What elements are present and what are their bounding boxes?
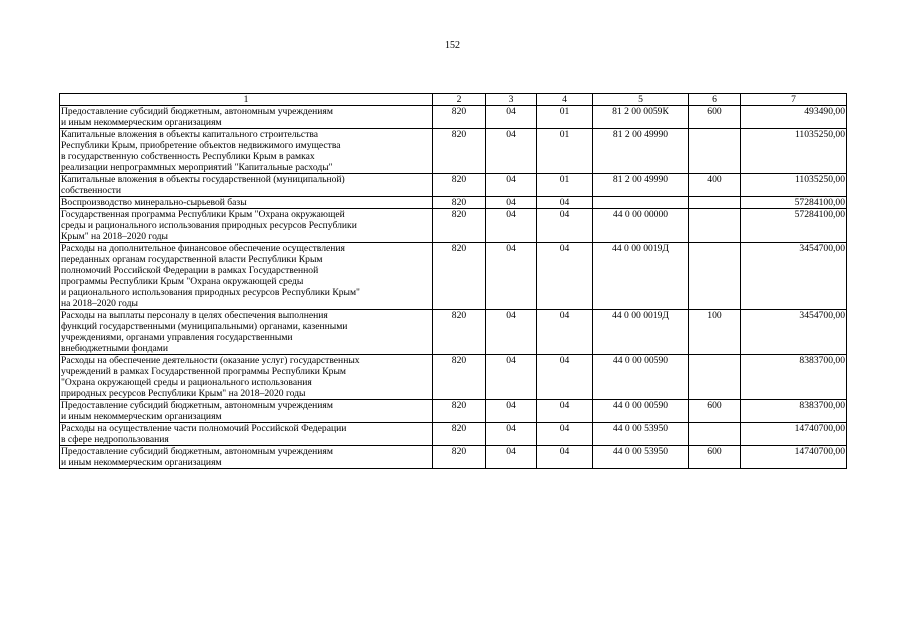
section-code-cell: 04 (486, 400, 537, 423)
item-name-line: Предоставление субсидий бюджетным, автономным учреждениям (61, 446, 333, 457)
subsection-code-cell: 04 (537, 355, 593, 400)
item-name-line: внебюджетными фондами (61, 343, 168, 354)
amount-cell: 8383700,00 (741, 400, 847, 423)
amount-cell: 57284100,00 (741, 209, 847, 243)
table-row (60, 310, 847, 355)
section-code-cell: 04 (486, 423, 537, 446)
expense-type-cell (689, 423, 741, 446)
ministry-code-cell: 820 (433, 355, 486, 400)
section-code-cell: 04 (486, 129, 537, 174)
item-name-cell (60, 129, 433, 174)
amount-cell: 57284100,00 (741, 197, 847, 209)
item-name-cell (60, 423, 433, 446)
item-name-line: на 2018–2020 годы (61, 298, 138, 309)
target-article-cell: 44 0 00 53950 (593, 423, 689, 446)
subsection-code-cell: 04 (537, 209, 593, 243)
expense-type-cell (689, 209, 741, 243)
item-name-cell (60, 243, 433, 310)
item-name-line: и иным некоммерческим организациям (61, 457, 222, 468)
item-name-line: переданных органам государственной власти Республики Крым (61, 254, 323, 265)
item-name-line: среды и рационального использования природных ресурсов Республики (61, 220, 357, 231)
item-name-line: Капитальные вложения в объекты капитального строительства (61, 129, 319, 140)
header-row (60, 94, 847, 106)
table-body (60, 106, 847, 469)
item-name-line: в государственную собственность Республики Крым в рамках (61, 151, 315, 162)
item-name-cell (60, 355, 433, 400)
item-name-line: в сфере недропользования (61, 434, 169, 445)
item-name-line: Предоставление субсидий бюджетным, автономным учреждениям (61, 400, 333, 411)
item-name-line: Воспроизводство минерально-сырьевой базы (61, 197, 247, 208)
item-name-line: Капитальные вложения в объекты государственной (муниципальной) (61, 174, 345, 185)
item-name-line: природных ресурсов Республики Крым" на 2018–2020 годы (61, 388, 306, 399)
target-article-cell: 81 2 00 49990 (593, 129, 689, 174)
page-number: 152 (445, 40, 460, 51)
expense-type-cell: 600 (689, 446, 741, 469)
ministry-code-cell: 820 (433, 446, 486, 469)
section-code-cell: 04 (486, 446, 537, 469)
amount-cell: 8383700,00 (741, 355, 847, 400)
target-article-cell: 81 2 00 49990 (593, 174, 689, 197)
item-name-line: Расходы на выплаты персоналу в целях обеспечения выполнения (61, 310, 328, 321)
item-name-line: Крым" на 2018–2020 годы (61, 231, 168, 242)
section-code-cell: 04 (486, 355, 537, 400)
table-row (60, 106, 847, 129)
subsection-code-cell: 04 (537, 446, 593, 469)
amount-cell: 14740700,00 (741, 423, 847, 446)
section-code-cell: 04 (486, 174, 537, 197)
amount-cell: 14740700,00 (741, 446, 847, 469)
subsection-code-cell: 04 (537, 423, 593, 446)
column-header: 7 (741, 94, 847, 106)
item-name-line: функций государственными (муниципальными) органами, казенными (61, 321, 348, 332)
subsection-code-cell: 01 (537, 129, 593, 174)
item-name-line: Расходы на обеспечение деятельности (оказание услуг) государственных (61, 355, 360, 366)
item-name-line: собственности (61, 185, 122, 196)
column-header: 4 (537, 94, 593, 106)
item-name-cell (60, 106, 433, 129)
column-header: 5 (593, 94, 689, 106)
ministry-code-cell: 820 (433, 129, 486, 174)
section-code-cell: 04 (486, 310, 537, 355)
table-row (60, 243, 847, 310)
section-code-cell: 04 (486, 209, 537, 243)
item-name-cell (60, 446, 433, 469)
section-code-cell: 04 (486, 106, 537, 129)
item-name-line: Республики Крым, приобретение объектов недвижимого имущества (61, 140, 341, 151)
expense-type-cell (689, 355, 741, 400)
subsection-code-cell: 04 (537, 400, 593, 423)
target-article-cell: 81 2 00 0059К (593, 106, 689, 129)
target-article-cell: 44 0 00 00000 (593, 209, 689, 243)
column-header: 1 (60, 94, 433, 106)
ministry-code-cell: 820 (433, 209, 486, 243)
table-row (60, 423, 847, 446)
column-header: 6 (689, 94, 741, 106)
item-name-line: "Охрана окружающей среды и рационального использования (61, 377, 312, 388)
ministry-code-cell: 820 (433, 423, 486, 446)
item-name-line: и иным некоммерческим организациям (61, 411, 222, 422)
subsection-code-cell: 04 (537, 197, 593, 209)
item-name-line: полномочий Российской Федерации в рамках Государственной (61, 265, 319, 276)
amount-cell: 11035250,00 (741, 174, 847, 197)
item-name-line: реализации непрограммных мероприятий "Капитальные расходы" (61, 162, 333, 173)
subsection-code-cell: 01 (537, 174, 593, 197)
ministry-code-cell: 820 (433, 174, 486, 197)
item-name-cell (60, 197, 433, 209)
amount-cell: 3454700,00 (741, 310, 847, 355)
item-name-line: Государственная программа Республики Крым "Охрана окружающей (61, 209, 345, 220)
table-row (60, 355, 847, 400)
expense-type-cell (689, 129, 741, 174)
item-name-line: Предоставление субсидий бюджетным, автономным учреждениям (61, 106, 333, 117)
budget-table (59, 93, 847, 469)
column-header: 3 (486, 94, 537, 106)
item-name-line: Расходы на дополнительное финансовое обеспечение осуществления (61, 243, 345, 254)
ministry-code-cell: 820 (433, 106, 486, 129)
amount-cell: 3454700,00 (741, 243, 847, 310)
item-name-cell (60, 400, 433, 423)
table-row (60, 446, 847, 469)
item-name-cell (60, 310, 433, 355)
amount-cell: 493490,00 (741, 106, 847, 129)
table-row (60, 129, 847, 174)
item-name-line: учреждениями, органами управления государственными (61, 332, 293, 343)
target-article-cell: 44 0 00 00590 (593, 400, 689, 423)
expense-type-cell (689, 197, 741, 209)
target-article-cell: 44 0 00 0019Д (593, 243, 689, 310)
item-name-cell (60, 174, 433, 197)
target-article-cell: 44 0 00 53950 (593, 446, 689, 469)
subsection-code-cell: 04 (537, 243, 593, 310)
item-name-line: и рационального использования природных ресурсов Республики Крым" (61, 287, 360, 298)
expense-type-cell: 600 (689, 106, 741, 129)
ministry-code-cell: 820 (433, 400, 486, 423)
section-code-cell: 04 (486, 197, 537, 209)
expense-type-cell: 100 (689, 310, 741, 355)
target-article-cell (593, 197, 689, 209)
expense-type-cell (689, 243, 741, 310)
expense-type-cell: 400 (689, 174, 741, 197)
column-header: 2 (433, 94, 486, 106)
table-row (60, 209, 847, 243)
table-row (60, 400, 847, 423)
subsection-code-cell: 04 (537, 310, 593, 355)
ministry-code-cell: 820 (433, 197, 486, 209)
table-row (60, 197, 847, 209)
ministry-code-cell: 820 (433, 243, 486, 310)
subsection-code-cell: 01 (537, 106, 593, 129)
item-name-line: программы Республики Крым "Охрана окружающей среды (61, 276, 304, 287)
expense-type-cell: 600 (689, 400, 741, 423)
item-name-line: учреждений в рамках Государственной программы Республики Крым (61, 366, 346, 377)
item-name-cell (60, 209, 433, 243)
ministry-code-cell: 820 (433, 310, 486, 355)
target-article-cell: 44 0 00 00590 (593, 355, 689, 400)
section-code-cell: 04 (486, 243, 537, 310)
amount-cell: 11035250,00 (741, 129, 847, 174)
item-name-line: и иным некоммерческим организациям (61, 117, 222, 128)
table-row (60, 174, 847, 197)
target-article-cell: 44 0 00 0019Д (593, 310, 689, 355)
item-name-line: Расходы на осуществление части полномочий Российской Федерации (61, 423, 347, 434)
